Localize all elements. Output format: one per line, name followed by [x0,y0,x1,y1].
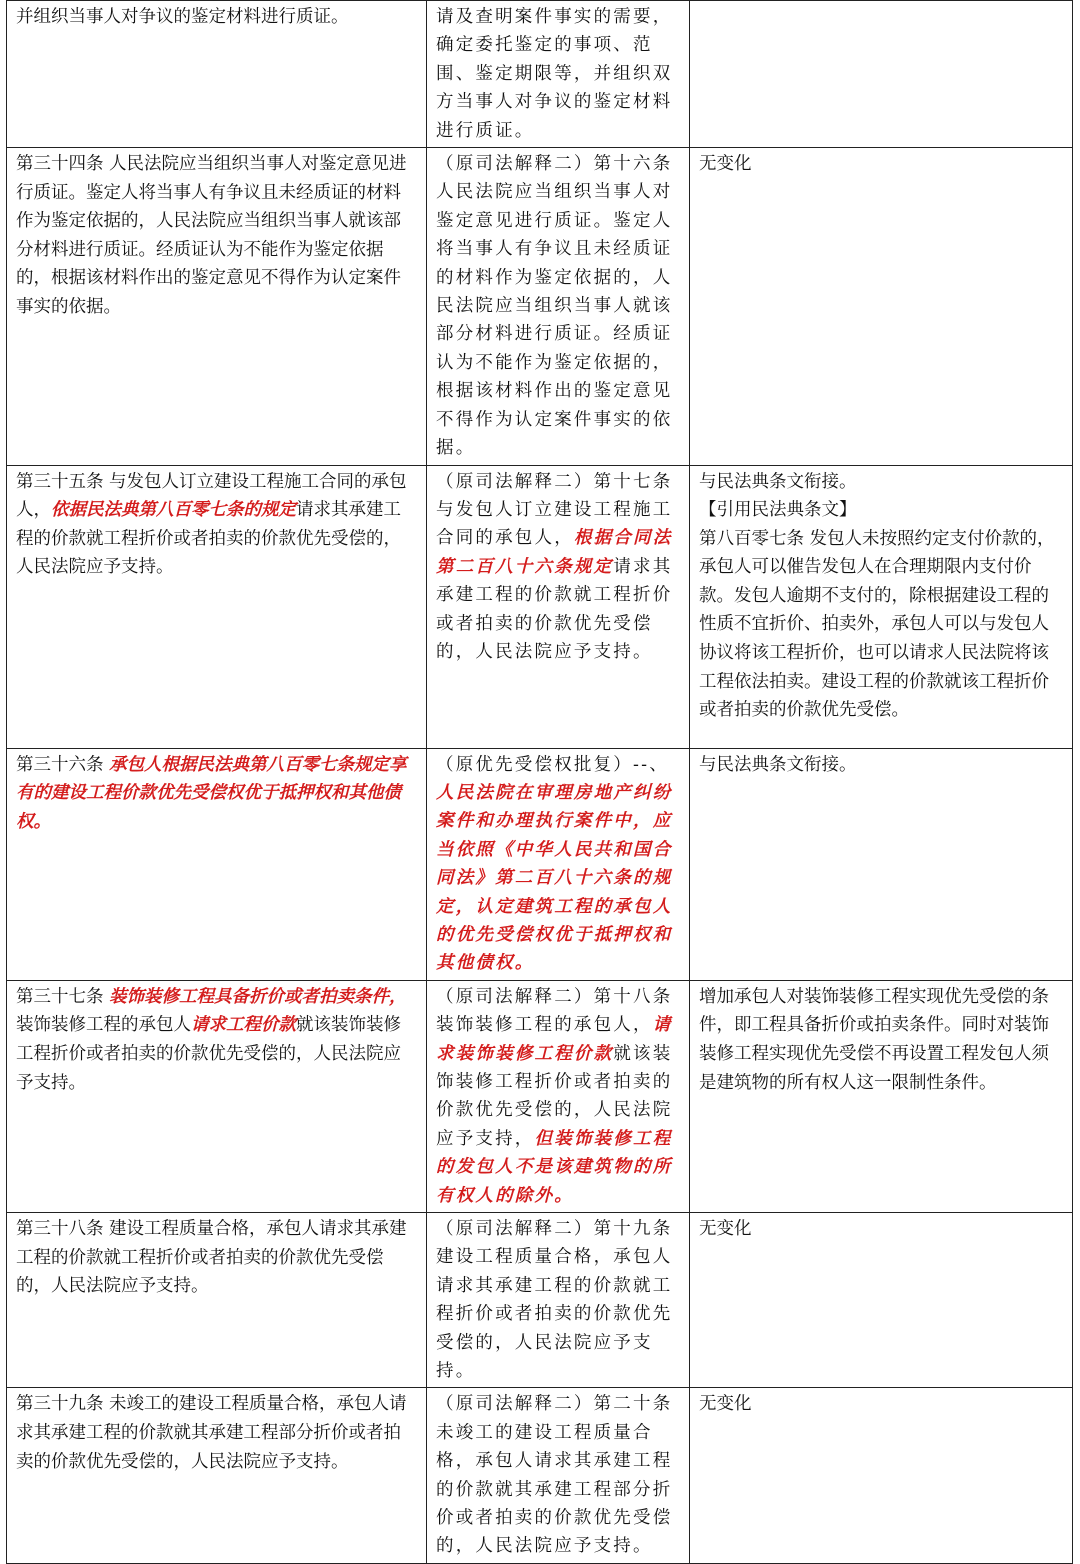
table-row [7,748,1073,980]
cell-text: 就该装饰装修工程折价或者拍卖的价款优先受偿的，人民法院应予支持， [436,1043,673,1149]
old-article-cell [427,980,690,1212]
cell-text: （原司法解释二）第十七条 与发包人订立建设工程施工合同的承包人， [436,471,673,549]
table-row [7,1388,1073,1563]
cell-text: （原司法解释二）第十八条 装饰装修工程的承包人， [436,986,673,1036]
cell-text: 第三十八条 建设工程质量合格，承包人请求其承建工程的价款就工程折价或者拍卖的价款优先受偿的，人民法院应予支持。 [16,1219,407,1297]
new-article-cell [7,1,427,148]
cell-text: 第三十九条 未竣工的建设工程质量合格，承包人请求其承建工程的价款就其承建工程部分折价或者拍卖的价款优先受偿的，人民法院应予支持。 [16,1394,407,1472]
old-article-cell [427,1213,690,1388]
cell-text: 请求其承建工程的价款就工程折价或者拍卖的价款优先受偿的，人民法院应予支持。 [16,500,401,578]
change-note-cell [690,1,1073,148]
highlighted-text: 但装饰装修工程的发包人不是该建筑物的所有权人的除外。 [436,1128,673,1206]
change-note-cell [690,1388,1073,1563]
cell-text: 【引用民法典条文】 [699,500,857,521]
cell-text: 并组织当事人对争议的鉴定材料进行质证。 [16,7,349,27]
table-row [7,1,1073,148]
change-note-cell [690,148,1073,465]
old-article-cell [427,148,690,465]
change-note-cell [690,980,1073,1212]
cell-text: 与民法典条文衔接。 [699,754,857,775]
cell-text: （原司法解释二）第十六条 人民法院应当组织当事人对鉴定意见进行质证。鉴定人将当事人有争议且未经质证的材料作为鉴定依据的，人民法院应当组织当事人就该部分材料进行质证。经质证认为不能作为鉴定依据的，根据该材料作出的鉴定意见不得作为认定案件事实的依据。 [436,154,673,459]
highlighted-text: 请求装饰装修工程价款 [436,1015,673,1064]
cell-text: 与民法典条文衔接。 [699,471,857,492]
cell-text: 第三十四条 人民法院应当组织当事人对鉴定意见进行质证。鉴定人将当事人有争议且未经质证的材料作为鉴定依据的，人民法院应当组织当事人就该部分材料进行质证。经质证认为不能作为鉴定依据的，根据该材料作出的鉴定意见不得作为认定案件事实的依据。 [16,154,407,317]
highlighted-text: 承包人根据民法典第八百零七条规定享有的建设工程价款优先受偿权优于抵押权和其他债权。 [16,754,407,832]
table-row [7,1213,1073,1388]
new-article-cell [7,980,427,1212]
old-article-cell [427,1,690,148]
cell-text: 无变化 [699,154,752,175]
table-row [7,980,1073,1212]
highlighted-text: 人民法院在审理房地产纠纷案件和办理执行案件中，应当依照《中华人民共和国合同法》第二百八十六条的规定，认定建筑工程的承包人的优先受偿权优于抵押权和其他债权。 [436,782,673,974]
cell-text: 第三十六条 [16,754,110,775]
new-article-cell [7,1213,427,1388]
change-note-cell [690,1213,1073,1388]
table-row [7,148,1073,465]
new-article-cell [7,1388,427,1563]
new-article-cell [7,465,427,748]
highlighted-text: 依据民法典第八百零七条的规定 [51,500,296,521]
new-article-cell [7,748,427,980]
highlighted-text: 根据合同法第二百八十六条规定 [436,528,673,577]
cell-text: 第三十五条 与发包人订立建设工程施工合同的承包人， [16,471,407,521]
old-article-cell [427,748,690,980]
change-note-cell [690,748,1073,980]
cell-text: 无变化 [699,1394,752,1415]
cell-text: 第三十七条 [16,986,110,1007]
change-note-cell [690,465,1073,748]
cell-text: 无变化 [699,1219,752,1239]
old-article-cell [427,465,690,748]
old-article-cell [427,1388,690,1563]
cell-text: 装饰装修工程的承包人 [16,1015,191,1036]
cell-text: （原司法解释二）第十九条 建设工程质量合格，承包人请求其承建工程的价款就工程折价或者拍卖的价款优先受偿的，人民法院应予支持。 [436,1219,673,1382]
comparison-table [6,0,1073,1564]
table-row [7,465,1073,748]
cell-text: 就该装饰装修工程折价或者拍卖的价款优先受偿的，人民法院应予支持。 [16,1015,401,1093]
new-article-cell [7,148,427,465]
cell-text: 增加承包人对装饰装修工程实现优先受偿的条件，即工程具备折价或拍卖条件。同时对装饰装修工程实现优先受偿不再设置工程发包人须是建筑物的所有权人这一限制性条件。 [699,986,1049,1093]
cell-text: 请求其承建工程的价款就工程折价或者拍卖的价款优先受偿的，人民法院应予支持。 [436,556,673,662]
highlighted-text: 请求工程价款 [191,1015,296,1036]
cell-text: （原优先受偿权批复）--、 [436,754,669,775]
cell-text: （原司法解释二）第二十条 未竣工的建设工程质量合格，承包人请求其承建工程的价款就其承建工程部分折价或者拍卖的价款优先受偿的，人民法院应予支持。 [436,1394,673,1557]
cell-text: 请及查明案件事实的需要，确定委托鉴定的事项、范围、鉴定期限等，并组织双方当事人对争议的鉴定材料进行质证。 [436,7,673,141]
highlighted-text: 装饰装修工程具备折价或者拍卖条件， [109,986,407,1007]
cell-text: 第八百零七条 发包人未按照约定支付价款的，承包人可以催告发包人在合理期限内支付价款。发包人逾期不支付的，除根据建设工程的性质不宜折价、拍卖外，承包人可以与发包人协议将该工程折价，也可以请求人民法院将该工程依法拍卖。建设工程的价款就该工程折价或者拍卖的价款优先受偿。 [699,528,1055,721]
